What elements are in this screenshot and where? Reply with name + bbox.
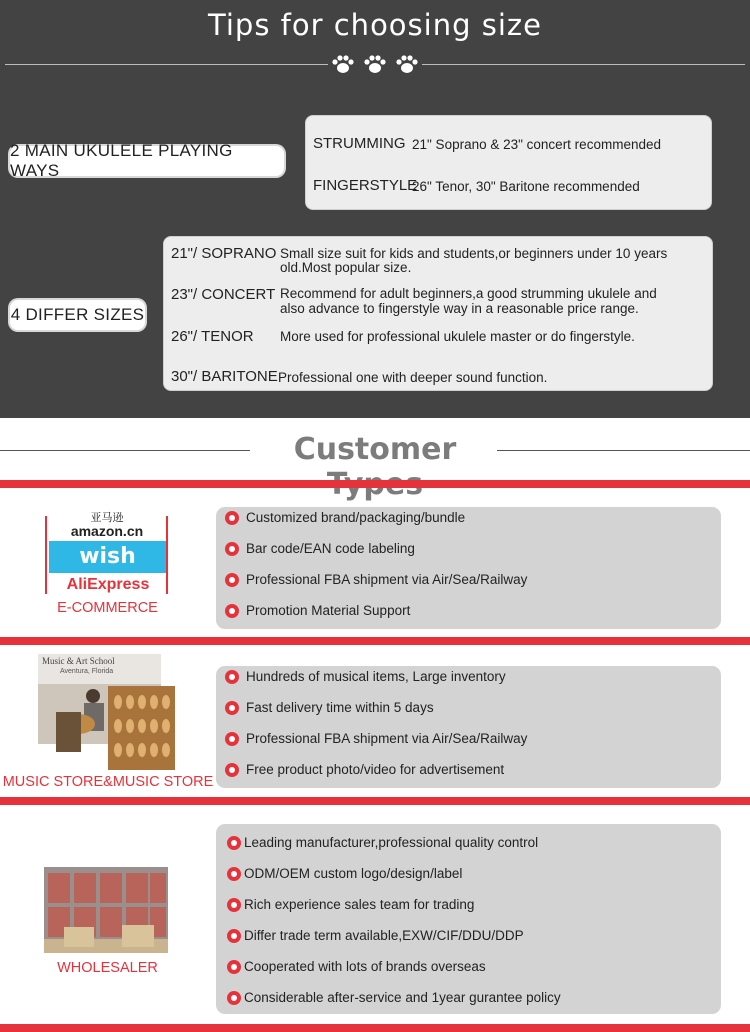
tips-section <box>0 0 750 418</box>
warehouse-photo <box>44 867 168 953</box>
title-divider-left <box>0 450 250 451</box>
list-item-text: Promotion Material Support <box>246 603 411 618</box>
list-item-text: Hundreds of musical items, Large inventory <box>246 669 506 684</box>
size-desc: More used for professional ukulele master or do fingerstyle. <box>280 329 635 344</box>
size-desc: Professional one with deeper sound function. <box>278 370 548 385</box>
size-desc: also advance to fingerstyle way in a reasonable price range. <box>280 301 639 316</box>
bullet-icon <box>227 960 241 974</box>
paw-icon <box>394 53 420 75</box>
bullet-icon <box>227 898 241 912</box>
sizes-box <box>163 236 713 391</box>
bullet-icon <box>225 573 239 587</box>
paw-icon <box>330 53 356 75</box>
list-item <box>225 541 415 556</box>
wish-logo: wish <box>49 541 166 573</box>
ecommerce-label: E-COMMERCE <box>57 600 158 616</box>
list-item-text: Differ trade term available,EXW/CIF/DDU/DDP <box>244 928 524 943</box>
list-item <box>227 928 524 943</box>
amazon-text: amazon.cn <box>70 523 144 539</box>
list-item-text: Professional FBA shipment via Air/Sea/Railway <box>246 731 528 746</box>
section-divider <box>0 480 750 488</box>
paw-prints-decoration <box>328 52 422 76</box>
list-item-text: Professional FBA shipment via Air/Sea/Railway <box>246 572 528 587</box>
list-item <box>225 603 410 618</box>
list-item-text: ODM/OEM custom logo/design/label <box>244 866 463 881</box>
section-divider <box>0 637 750 645</box>
sizes-label: 4 DIFFER SIZES <box>10 300 145 330</box>
music-store-label: MUSIC STORE&MUSIC STORE <box>2 774 214 790</box>
list-item <box>225 510 465 525</box>
section-divider <box>0 797 750 805</box>
size-name: 21"/ SOPRANO <box>171 245 277 262</box>
logo-border-left <box>45 516 47 594</box>
list-item <box>227 835 538 850</box>
customer-types-title: Customer <box>293 432 457 467</box>
bullet-icon <box>225 763 239 777</box>
wholesaler-label: WHOLESALER <box>57 960 158 976</box>
amazon-cn-text: 亚马逊 <box>90 512 124 524</box>
aliexpress-logo: AliExpress <box>66 576 150 593</box>
bullet-icon <box>225 732 239 746</box>
bullet-icon <box>225 542 239 556</box>
list-item <box>225 700 434 715</box>
list-item <box>225 731 527 746</box>
title-divider-right <box>497 450 750 451</box>
list-item-text: Rich experience sales team for trading <box>244 897 475 912</box>
list-item-text: Leading manufacturer,professional quality control <box>244 835 539 850</box>
size-name: 23"/ CONCERT <box>171 286 276 303</box>
logo-border-right <box>166 516 168 594</box>
ecommerce-features-box <box>216 507 721 629</box>
bullet-icon <box>225 670 239 684</box>
photo-caption: Music & Art School <box>42 656 115 666</box>
amazon-logo <box>48 512 166 540</box>
size-desc: Recommend for adult beginners,a good strumming ukulele and <box>280 286 657 301</box>
list-item-text: Fast delivery time within 5 days <box>246 700 434 715</box>
bullet-icon <box>227 836 241 850</box>
list-item <box>225 572 527 587</box>
tips-title: Tips for choosing size <box>208 8 542 42</box>
size-desc: old.Most popular size. <box>280 260 412 275</box>
wholesaler-features-box <box>216 824 721 1014</box>
size-name: 26"/ TENOR <box>171 328 254 345</box>
list-item-text: Free product photo/video for advertisement <box>246 762 505 777</box>
music-store-photo <box>38 654 175 770</box>
playing-ways-label: 2 MAIN UKULELE PLAYING WAYS <box>10 146 284 176</box>
list-item <box>227 866 462 881</box>
list-item-text: Customized brand/packaging/bundle <box>246 510 466 525</box>
music-store-features-box <box>216 666 721 788</box>
way-name: FINGERSTYLE <box>313 177 418 194</box>
way-name: STRUMMING <box>313 135 406 152</box>
list-item <box>227 990 561 1005</box>
bullet-icon <box>227 991 241 1005</box>
size-desc: Small size suit for kids and students,or beginners under 10 years <box>280 246 668 261</box>
list-item <box>225 669 506 684</box>
size-name: 30"/ BARITONE <box>171 368 278 385</box>
playing-ways-box <box>305 115 712 210</box>
way-desc: 26" Tenor, 30" Baritone recommended <box>412 179 640 194</box>
list-item-text: Cooperated with lots of brands overseas <box>244 959 486 974</box>
paw-icon <box>362 53 388 75</box>
list-item-text: Considerable after-service and 1year gurantee policy <box>244 990 561 1005</box>
bullet-icon <box>225 511 239 525</box>
list-item-text: Bar code/EAN code labeling <box>246 541 415 556</box>
bullet-icon <box>225 604 239 618</box>
list-item <box>227 897 474 912</box>
bullet-icon <box>225 701 239 715</box>
list-item <box>225 762 504 777</box>
bullet-icon <box>227 929 241 943</box>
list-item <box>227 959 486 974</box>
bullet-icon <box>227 867 241 881</box>
way-desc: 21" Soprano & 23" concert recommended <box>412 137 661 152</box>
photo-caption: Aventura, Florida <box>60 668 114 675</box>
section-divider <box>0 1024 750 1032</box>
